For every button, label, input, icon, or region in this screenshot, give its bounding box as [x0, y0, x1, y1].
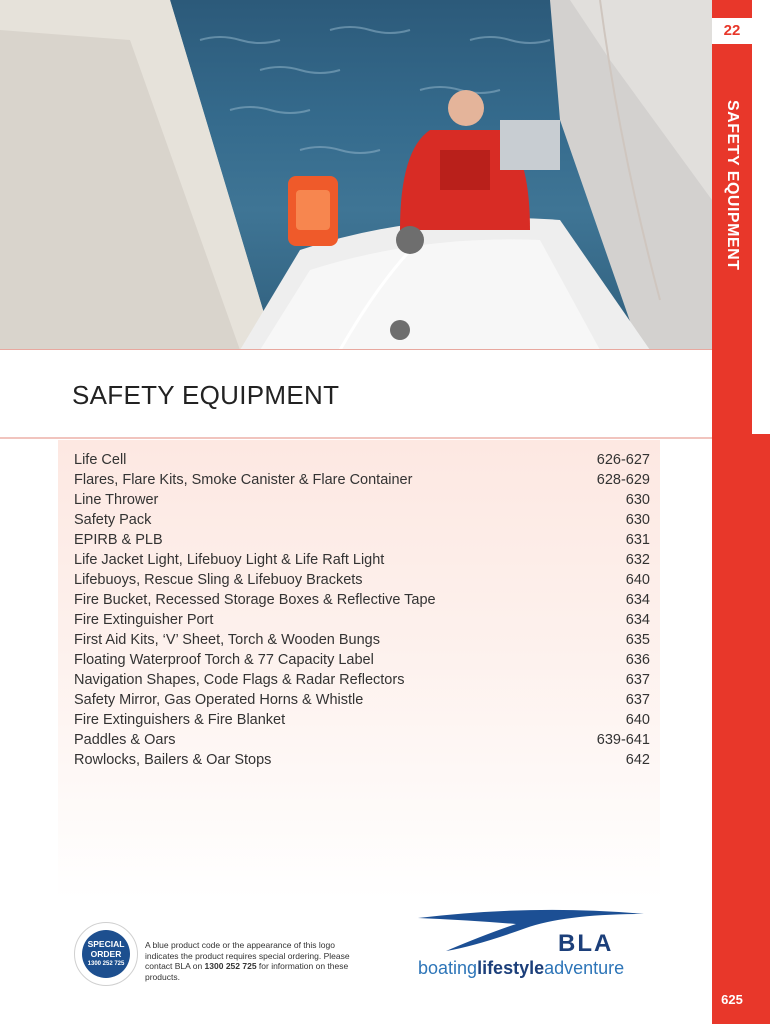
contents-row-label: Safety Mirror, Gas Operated Horns & Whistle [74, 692, 364, 708]
note-text-after: for information on these products. [145, 961, 349, 982]
contents-row [74, 590, 650, 610]
contents-row-label: Floating Waterproof Torch & 77 Capacity Label [74, 652, 374, 668]
contents-row-pages: 634 [625, 592, 650, 608]
contents-row-label: Life Jacket Light, Lifebuoy Light & Life Raft Light [74, 552, 385, 568]
page-title: SAFETY EQUIPMENT [72, 380, 340, 410]
contents-row [74, 730, 650, 750]
hero-divider [0, 349, 712, 350]
contents-row [74, 630, 650, 650]
tagline-part-1: boating [418, 958, 478, 978]
bla-logo-wordmark: BLA [558, 930, 614, 957]
contents-row [74, 490, 650, 510]
contents-row-label: Paddles & Oars [74, 732, 176, 748]
contents-row [74, 650, 650, 670]
contents-row-pages: 636 [625, 652, 650, 668]
contents-row-label: Fire Extinguishers & Fire Blanket [74, 712, 286, 728]
contents-row [74, 450, 650, 470]
contents-row-label: Fire Bucket, Recessed Storage Boxes & Reflective Tape [74, 592, 436, 608]
contents-row-label: Safety Pack [74, 512, 152, 528]
contents-row-label: Fire Extinguisher Port [74, 612, 214, 628]
contents-row-label: First Aid Kits, ‘V’ Sheet, Torch & Wooden Bungs [74, 632, 380, 648]
contents-row-label: Flares, Flare Kits, Smoke Canister & Flare Container [74, 472, 413, 488]
contents-row [74, 570, 650, 590]
title-rule [0, 437, 712, 439]
contents-row-pages: 637 [625, 672, 650, 688]
section-number: 22 [712, 18, 752, 44]
contents-row [74, 690, 650, 710]
contents-row-pages: 626-627 [596, 452, 650, 468]
bla-logo-tagline [418, 958, 624, 979]
badge-line-2: ORDER [90, 949, 122, 959]
page-number: 625 [721, 992, 743, 1007]
contents-panel [58, 440, 660, 900]
contents-row-label: EPIRB & PLB [74, 532, 163, 548]
special-order-badge-inner [82, 930, 130, 978]
special-order-badge [74, 922, 138, 986]
badge-line-1: SPECIAL [87, 939, 125, 949]
contents-row [74, 610, 650, 630]
hero-photo [0, 0, 712, 350]
contents-row-pages: 639-641 [596, 732, 650, 748]
contents-row-pages: 630 [625, 512, 650, 528]
contents-row-label: Lifebuoys, Rescue Sling & Lifebuoy Brackets [74, 572, 363, 588]
contents-row-pages: 631 [625, 532, 650, 548]
contents-row-pages: 640 [625, 572, 650, 588]
tagline-part-3: adventure [544, 958, 625, 978]
contents-row [74, 710, 650, 730]
contents-row-pages: 640 [625, 712, 650, 728]
contents-row-label: Life Cell [74, 452, 127, 468]
contents-list [74, 450, 650, 770]
contents-row-pages: 637 [625, 692, 650, 708]
special-order-note [145, 940, 355, 982]
tagline-part-2: lifestyle [477, 958, 545, 978]
contents-row [74, 670, 650, 690]
note-phone: 1300 252 725 [204, 961, 257, 971]
contents-row [74, 750, 650, 770]
note-text-before: A blue product code or the appearance of this logo indicates the product requires special ordering. Please contact BLA on [145, 940, 350, 971]
section-tab-notch [752, 434, 770, 1024]
contents-row [74, 550, 650, 570]
contents-row-label: Navigation Shapes, Code Flags & Radar Reflectors [74, 672, 405, 688]
sailing-photo-illustration [0, 0, 712, 350]
contents-row-pages: 642 [625, 752, 650, 768]
contents-row-pages: 632 [625, 552, 650, 568]
contents-row [74, 530, 650, 550]
badge-line-3: 1300 252 725 [87, 961, 125, 967]
section-tab-label: SAFETY EQUIPMENT [724, 100, 741, 271]
contents-row-label: Line Thrower [74, 492, 159, 508]
contents-row-pages: 628-629 [596, 472, 650, 488]
contents-row-label: Rowlocks, Bailers & Oar Stops [74, 752, 272, 768]
contents-row [74, 470, 650, 490]
contents-row-pages: 630 [625, 492, 650, 508]
contents-row-pages: 635 [625, 632, 650, 648]
contents-row-pages: 634 [625, 612, 650, 628]
contents-row [74, 510, 650, 530]
